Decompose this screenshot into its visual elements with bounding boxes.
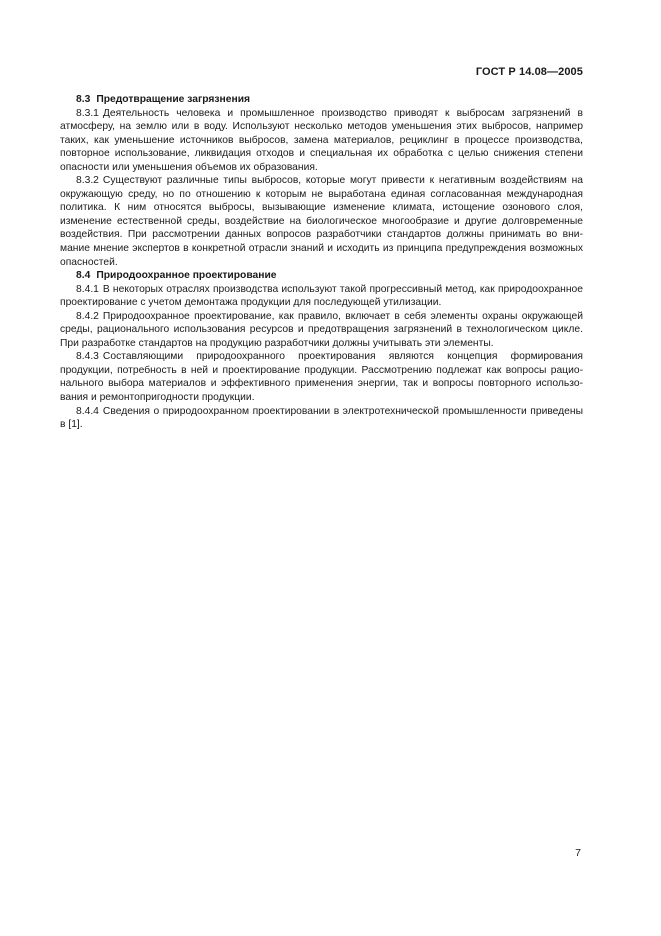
paragraph-number: 8.4.4: [76, 405, 99, 417]
section-heading-8-4: [60, 269, 583, 283]
paragraph-number: 8.3.2: [76, 175, 99, 187]
paragraph-text: Природоохранное проектирование, как правило, включает в себя элементы охраны окружающей среды, рационального использования ресурсов и предотвращения загрязнений в технологическом цикле. При разработке стандартов на продукцию разработчики должны учитывать эти элементы.: [60, 310, 583, 349]
paragraph-text: Существуют различные типы выбросов, которые могут привести к негативным воздействиям на окружающую среду, но по отношению к которым не выработана единая согласованная международная политика. К ним относятся выбросы, вызывающие изменение климата, истощение озонового слоя, изменение естественной среды, воздействие на биологическое многообразие и другие долговременные воздействия. При рассмотрении данных вопросов разработчики стандартов должны принимать во внимание мнение экспертов в конкретной отрасли знаний и исходить из принципа предупреждения возможных опасностей.: [60, 175, 583, 268]
paragraph-8-4-4: [60, 405, 583, 432]
page-content: [60, 93, 583, 432]
page-number: 7: [575, 847, 581, 859]
section-number: 8.3: [76, 94, 91, 105]
paragraph-8-3-2: [60, 174, 583, 269]
paragraph-8-4-1: [60, 283, 583, 310]
paragraph-8-4-3: [60, 350, 583, 404]
paragraph-number: 8.4.2: [76, 310, 99, 322]
paragraph-number: 8.4.3: [76, 351, 99, 363]
section-number: 8.4: [76, 270, 91, 282]
section-title: Предотвращение загрязнения: [96, 94, 251, 105]
paragraph-8-4-2: [60, 310, 583, 351]
paragraph-8-3-1: [60, 107, 583, 175]
section-title: Природоохранное проектирование: [96, 270, 277, 282]
paragraph-text: В некоторых отраслях производства используют такой прогрессивный метод, как природоохранное проектирование с учетом демонтажа продукции для последующей утилизации.: [60, 283, 583, 309]
paragraph-text: Составляющими природоохранного проектирования являются концепция формирования продукции, потребность в ней и проектирование продукции. Рассмотрению подлежат как вопросы рационального выбора материалов и эффективного применения энергии, так и вопросы повторного использования и ремонтопригодности продукции.: [60, 351, 583, 404]
paragraph-number: 8.3.1: [76, 107, 99, 119]
paragraph-text: Деятельность человека и промышленное производство приводят к выбросам загрязнений в атмосферу, на землю или в воду. Используют несколько методов уменьшения этих выбросов, например таких, как уменьшение источников выбросов, замена материалов, рециклинг в процессе производства, повторное использование, ликвидация отходов и специальная их обработка с целью снижения степени опасности или уменьшения объемов их образования.: [60, 107, 583, 173]
section-heading-8-3: [60, 93, 583, 107]
paragraph-number: 8.4.1: [76, 283, 99, 295]
document-code-header: ГОСТ Р 14.08—2005: [475, 66, 583, 78]
paragraph-text: Сведения о природоохранном проектировании в электротехнической промышленности приведены в [1].: [60, 405, 583, 431]
